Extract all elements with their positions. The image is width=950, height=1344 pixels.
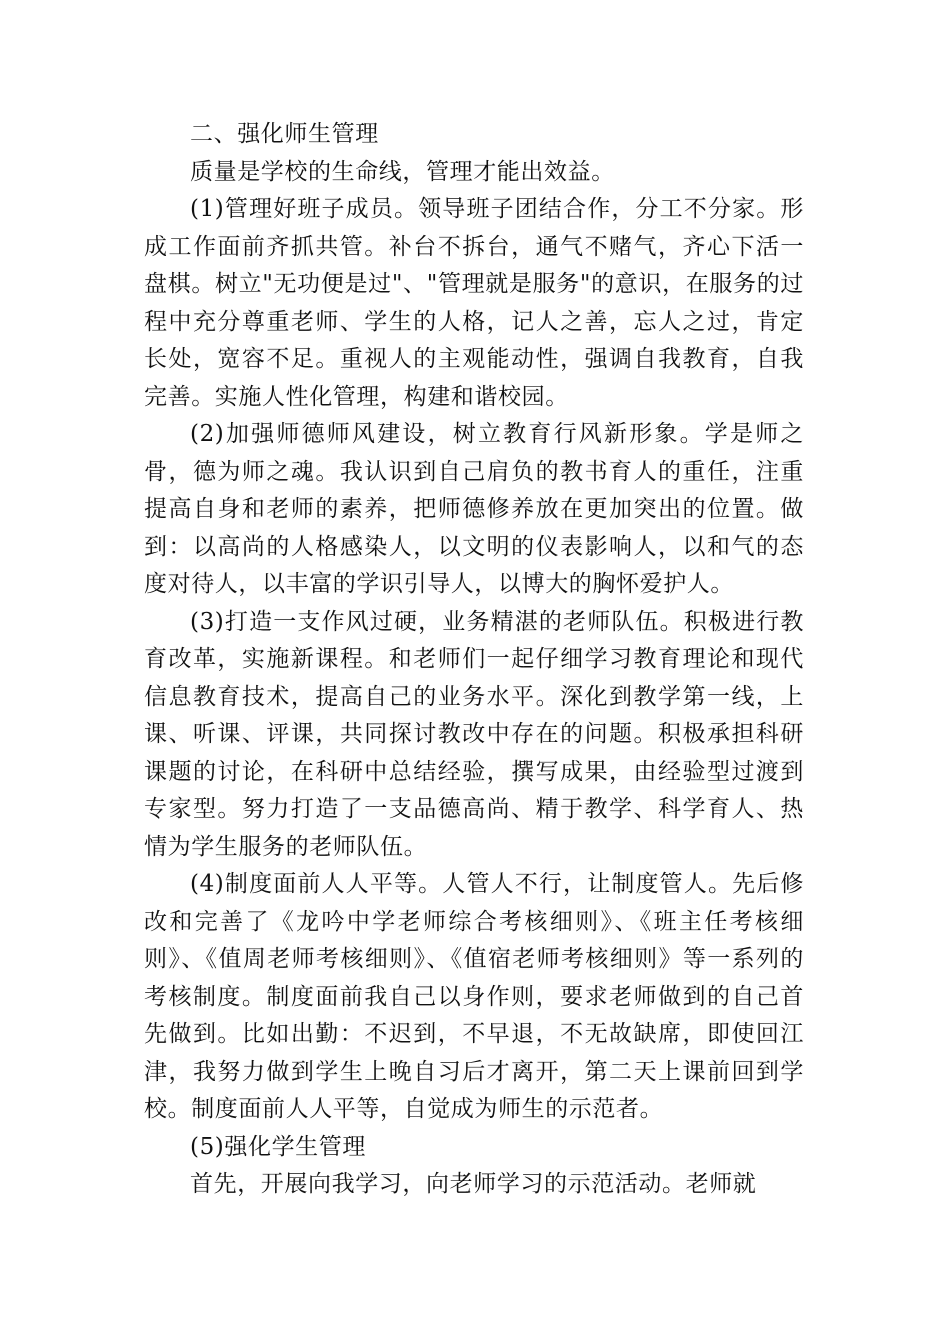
paragraph-item-4: (4)制度面前人人平等。人管人不行，让制度管人。先后修改和完善了《龙吟中学老师综合考核细则》、《班主任考核细则》、《值周老师考核细则》、《值宿老师考核细则》等一系列的考核制度。制度面前我自己以身作则，要求老师做到的自己首先做到。比如出勤：不迟到，不早退，不无故缺席，即使回江津，我努力做到学生上晚自习后才离开，第二天上课前回到学校。制度面前人人平等，自觉成为师生的示范者。: [144, 871, 804, 1122]
paragraph-item-5-heading: (5)强化学生管理: [190, 1133, 366, 1160]
paragraph-item-5-body: 首先，开展向我学习，向老师学习的示范活动。老师就: [190, 1171, 757, 1197]
document-body: [144, 116, 804, 1204]
paragraph-intro: 质量是学校的生命线，管理才能出效益。: [190, 158, 615, 185]
paragraph-item-1: (1)管理好班子成员。领导班子团结合作，分工不分家。形成工作面前齐抓共管。补台不拆台，通气不赌气，齐心下活一盘棋。树立"无功便是过"、"管理就是服务"的意识，在服务的过程中充分尊重老师、学生的人格，记人之善，忘人之过，肯定长处，宽容不足。重视人的主观能动性，强调自我教育，自我完善。实施人性化管理，构建和谐校园。: [144, 196, 804, 410]
section-heading: 二、强化师生管理: [190, 121, 379, 147]
paragraph-item-2: (2)加强师德师风建设，树立教育行风新形象。学是师之骨，德为师之魂。我认识到自己肩负的教书育人的重任，注重提高自身和老师的素养，把师德修养放在更加突出的位置。做到：以高尚的人格感染人，以文明的仪表影响人，以和气的态度对待人，以丰富的学识引导人，以博大的胸怀爱护人。: [144, 421, 804, 597]
paragraph-item-3: (3)打造一支作风过硬，业务精湛的老师队伍。积极进行教育改革，实施新课程。和老师们一起仔细学习教育理论和现代信息教育技术，提高自己的业务水平。深化到教学第一线，上课、听课、评课，共同探讨教改中存在的问题。积极承担科研课题的讨论，在科研中总结经验，撰写成果，由经验型过渡到专家型。努力打造了一支品德高尚、精于教学、科学育人、热情为学生服务的老师队伍。: [144, 608, 804, 860]
